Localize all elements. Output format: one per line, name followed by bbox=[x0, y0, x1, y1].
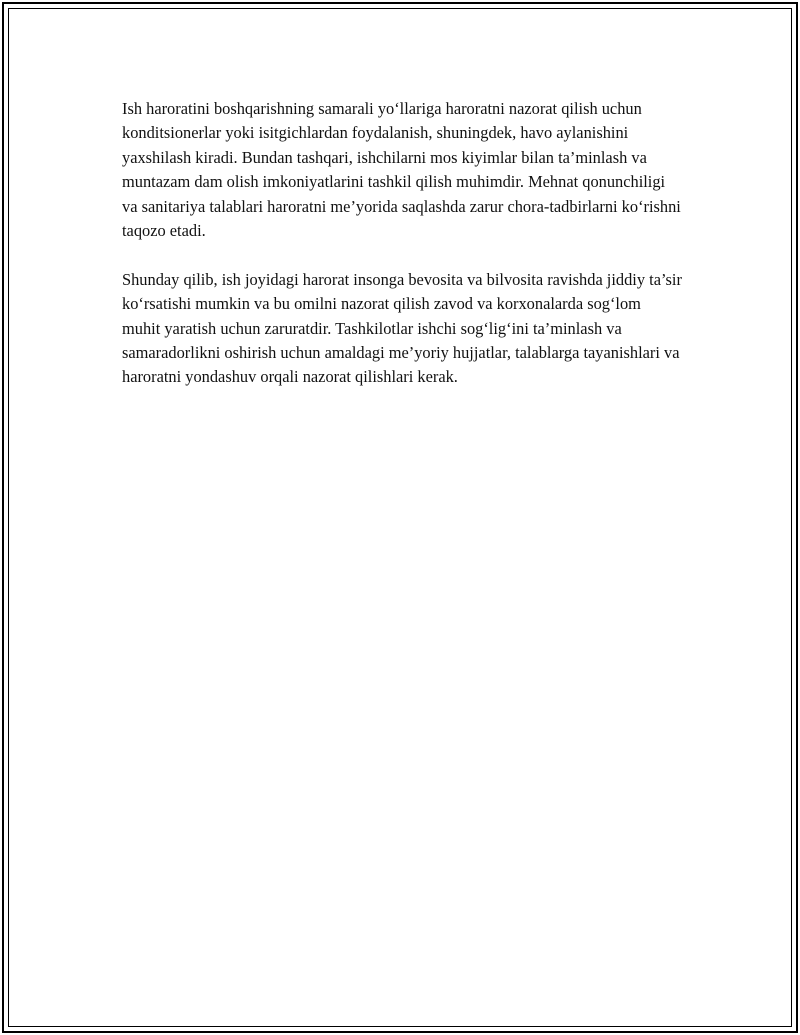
document-page bbox=[2, 2, 798, 1033]
paragraph-1: Ish haroratini boshqarishning samarali yo‘llariga haroratni nazorat qilish uchun konditsionerlar yoki isitgichlardan foydalanish, shuningdek, havo aylanishini yaxshilash kiradi. Bundan tashqari, ishchilarni mos kiyimlar bilan ta’minlash va muntazam dam olish imkoniyatlarini tashkil qilish muhimdir. Mehnat qonunchiligi va sanitariya talablari haroratni me’yorida saqlashda zarur chora-tadbirlarni ko‘rishni taqozo etadi. bbox=[122, 99, 681, 241]
paragraph-2: Shunday qilib, ish joyidagi harorat insonga bevosita va bilvosita ravishda jiddiy ta’sir ko‘rsatishi mumkin va bu omilni nazorat qilish zavod va korxonalarda sog‘lom muhit yaratish uchun zaruratdir. Tashkilotlar ishchi sog‘lig‘ini ta’minlash va samaradorlikni oshirish uchun amaldagi me’yoriy hujjatlar, talablarga tayanishlari va haroratni yondashuv orqali nazorat qilishlari kerak. bbox=[122, 269, 682, 387]
document-body bbox=[122, 97, 682, 414]
